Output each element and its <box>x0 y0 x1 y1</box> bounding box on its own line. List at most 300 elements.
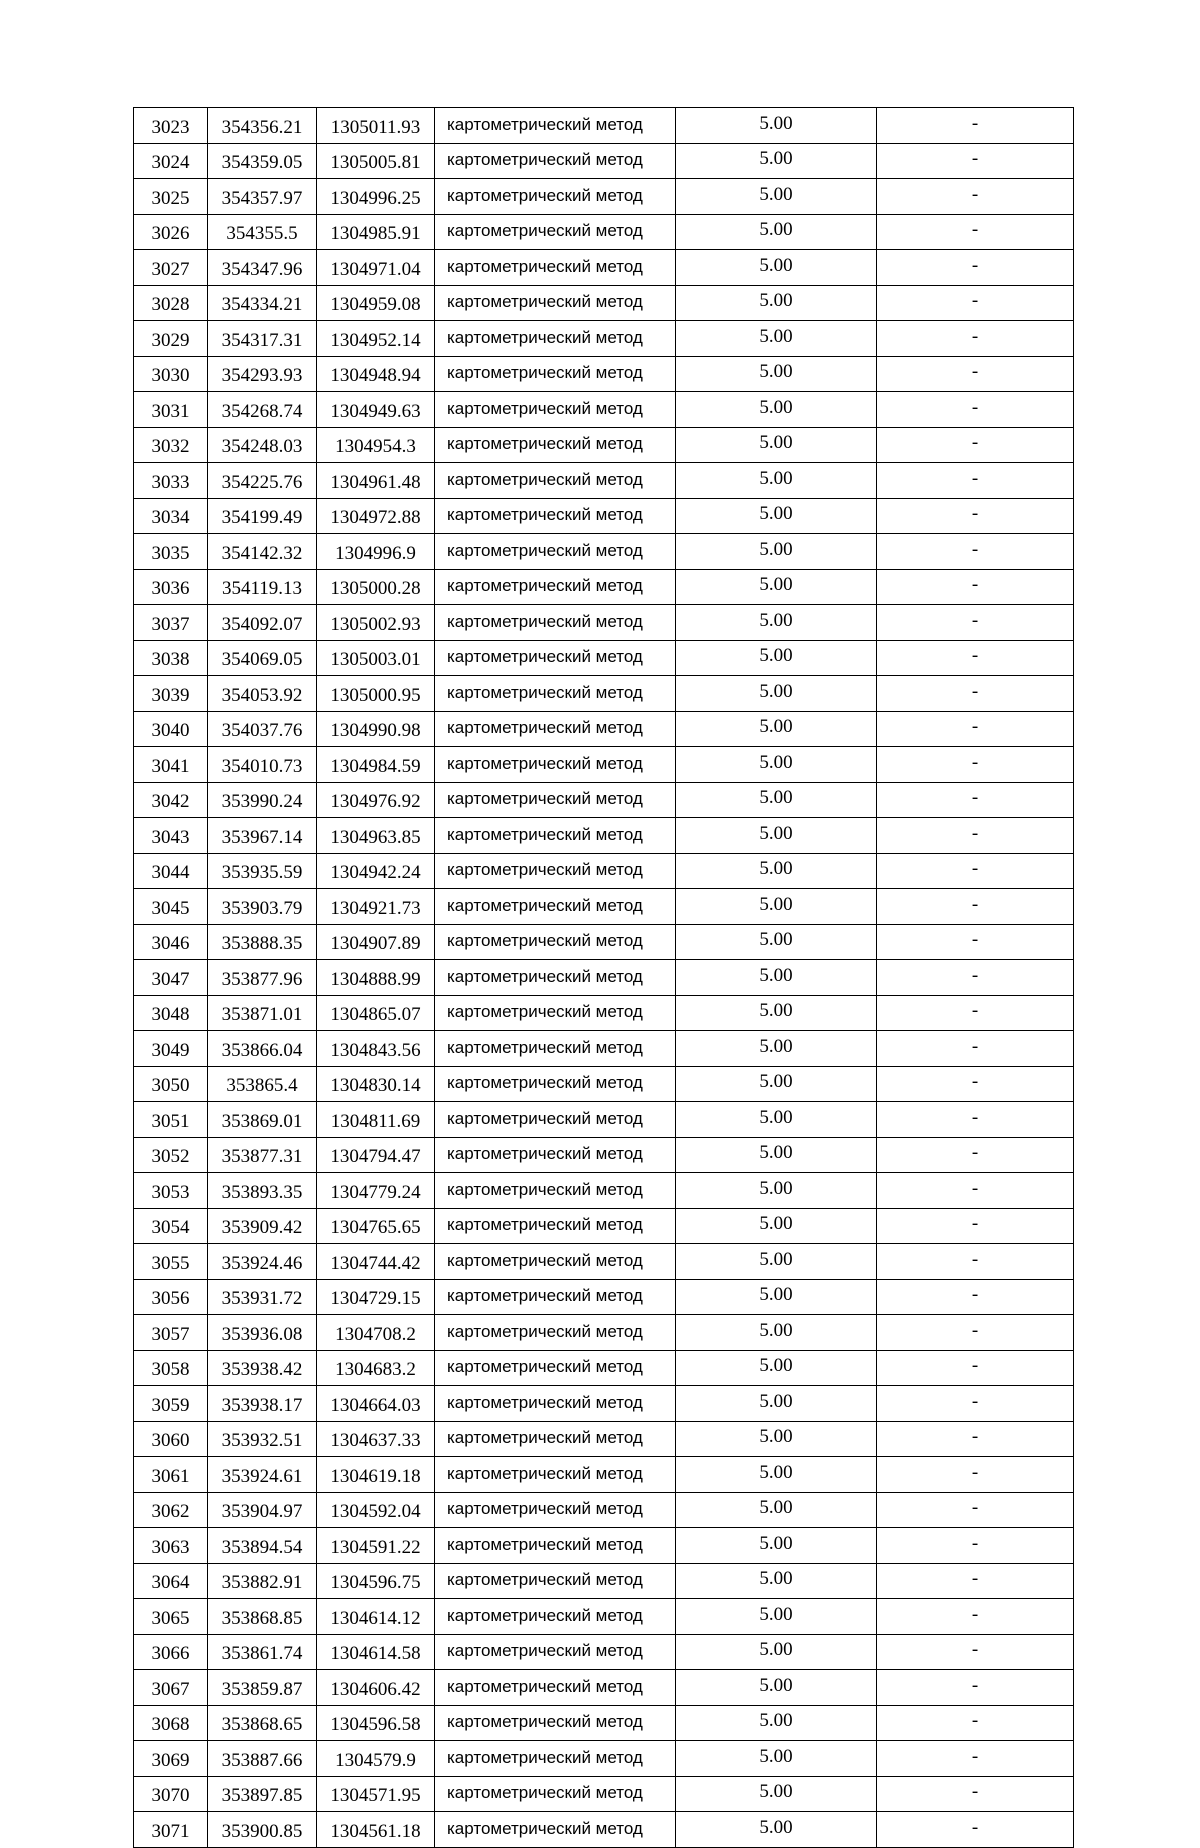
point-number-cell: 3045 <box>134 889 208 925</box>
point-number-cell: 3039 <box>134 676 208 712</box>
y-coordinate-cell: 1304619.18 <box>317 1457 435 1493</box>
accuracy-cell: 5.00 <box>676 1457 877 1493</box>
table-row <box>134 498 1074 534</box>
point-number-cell: 3033 <box>134 463 208 499</box>
x-coordinate-cell: 353868.65 <box>208 1705 317 1741</box>
method-cell: картометрический метод <box>435 1812 676 1848</box>
x-coordinate-cell: 353904.97 <box>208 1492 317 1528</box>
method-cell: картометрический метод <box>435 143 676 179</box>
table-row <box>134 640 1074 676</box>
x-coordinate-cell: 354053.92 <box>208 676 317 712</box>
table-row <box>134 960 1074 996</box>
table-row <box>134 1208 1074 1244</box>
y-coordinate-cell: 1304614.12 <box>317 1599 435 1635</box>
point-number-cell: 3068 <box>134 1705 208 1741</box>
method-cell: картометрический метод <box>435 214 676 250</box>
note-cell: - <box>877 1279 1074 1315</box>
method-cell: картометрический метод <box>435 108 676 144</box>
table-row <box>134 924 1074 960</box>
y-coordinate-cell: 1305002.93 <box>317 605 435 641</box>
y-coordinate-cell: 1304996.9 <box>317 534 435 570</box>
table-row <box>134 1279 1074 1315</box>
method-cell: картометрический метод <box>435 1776 676 1812</box>
accuracy-cell: 5.00 <box>676 534 877 570</box>
x-coordinate-cell: 354069.05 <box>208 640 317 676</box>
accuracy-cell: 5.00 <box>676 214 877 250</box>
point-number-cell: 3059 <box>134 1386 208 1422</box>
note-cell: - <box>877 676 1074 712</box>
y-coordinate-cell: 1304996.25 <box>317 179 435 215</box>
point-number-cell: 3070 <box>134 1776 208 1812</box>
point-number-cell: 3029 <box>134 321 208 357</box>
note-cell: - <box>877 995 1074 1031</box>
y-coordinate-cell: 1304843.56 <box>317 1031 435 1067</box>
accuracy-cell: 5.00 <box>676 1528 877 1564</box>
method-cell: картометрический метод <box>435 534 676 570</box>
point-number-cell: 3052 <box>134 1137 208 1173</box>
y-coordinate-cell: 1304729.15 <box>317 1279 435 1315</box>
x-coordinate-cell: 354010.73 <box>208 747 317 783</box>
x-coordinate-cell: 354142.32 <box>208 534 317 570</box>
note-cell: - <box>877 143 1074 179</box>
method-cell: картометрический метод <box>435 1244 676 1280</box>
method-cell: картометрический метод <box>435 1670 676 1706</box>
x-coordinate-cell: 353938.17 <box>208 1386 317 1422</box>
note-cell: - <box>877 1244 1074 1280</box>
method-cell: картометрический метод <box>435 960 676 996</box>
y-coordinate-cell: 1305000.95 <box>317 676 435 712</box>
method-cell: картометрический метод <box>435 1457 676 1493</box>
x-coordinate-cell: 353931.72 <box>208 1279 317 1315</box>
x-coordinate-cell: 353877.31 <box>208 1137 317 1173</box>
point-number-cell: 3023 <box>134 108 208 144</box>
note-cell: - <box>877 179 1074 215</box>
table-row <box>134 285 1074 321</box>
method-cell: картометрический метод <box>435 1031 676 1067</box>
note-cell: - <box>877 1563 1074 1599</box>
accuracy-cell: 5.00 <box>676 1066 877 1102</box>
accuracy-cell: 5.00 <box>676 1599 877 1635</box>
x-coordinate-cell: 353882.91 <box>208 1563 317 1599</box>
table-row <box>134 214 1074 250</box>
point-number-cell: 3071 <box>134 1812 208 1848</box>
table-row <box>134 356 1074 392</box>
note-cell: - <box>877 747 1074 783</box>
point-number-cell: 3047 <box>134 960 208 996</box>
method-cell: картометрический метод <box>435 1066 676 1102</box>
table-row <box>134 1137 1074 1173</box>
x-coordinate-cell: 353924.46 <box>208 1244 317 1280</box>
table-body <box>134 108 1074 1848</box>
method-cell: картометрический метод <box>435 782 676 818</box>
method-cell: картометрический метод <box>435 1421 676 1457</box>
accuracy-cell: 5.00 <box>676 676 877 712</box>
y-coordinate-cell: 1304948.94 <box>317 356 435 392</box>
y-coordinate-cell: 1304865.07 <box>317 995 435 1031</box>
y-coordinate-cell: 1304561.18 <box>317 1812 435 1848</box>
method-cell: картометрический метод <box>435 356 676 392</box>
x-coordinate-cell: 353897.85 <box>208 1776 317 1812</box>
method-cell: картометрический метод <box>435 1386 676 1422</box>
method-cell: картометрический метод <box>435 1279 676 1315</box>
point-number-cell: 3063 <box>134 1528 208 1564</box>
x-coordinate-cell: 353861.74 <box>208 1634 317 1670</box>
accuracy-cell: 5.00 <box>676 853 877 889</box>
method-cell: картометрический метод <box>435 1563 676 1599</box>
table-row <box>134 1705 1074 1741</box>
y-coordinate-cell: 1304811.69 <box>317 1102 435 1138</box>
x-coordinate-cell: 354037.76 <box>208 711 317 747</box>
accuracy-cell: 5.00 <box>676 1173 877 1209</box>
note-cell: - <box>877 1670 1074 1706</box>
table-row <box>134 1031 1074 1067</box>
accuracy-cell: 5.00 <box>676 427 877 463</box>
point-number-cell: 3027 <box>134 250 208 286</box>
accuracy-cell: 5.00 <box>676 1208 877 1244</box>
y-coordinate-cell: 1304984.59 <box>317 747 435 783</box>
x-coordinate-cell: 353893.35 <box>208 1173 317 1209</box>
accuracy-cell: 5.00 <box>676 1670 877 1706</box>
accuracy-cell: 5.00 <box>676 1350 877 1386</box>
note-cell: - <box>877 1634 1074 1670</box>
table-row <box>134 818 1074 854</box>
note-cell: - <box>877 569 1074 605</box>
x-coordinate-cell: 353936.08 <box>208 1315 317 1351</box>
table-row <box>134 1457 1074 1493</box>
note-cell: - <box>877 924 1074 960</box>
y-coordinate-cell: 1305003.01 <box>317 640 435 676</box>
point-number-cell: 3042 <box>134 782 208 818</box>
table-row <box>134 1670 1074 1706</box>
accuracy-cell: 5.00 <box>676 250 877 286</box>
x-coordinate-cell: 353859.87 <box>208 1670 317 1706</box>
accuracy-cell: 5.00 <box>676 1031 877 1067</box>
x-coordinate-cell: 354356.21 <box>208 108 317 144</box>
x-coordinate-cell: 353894.54 <box>208 1528 317 1564</box>
table-row <box>134 534 1074 570</box>
point-number-cell: 3030 <box>134 356 208 392</box>
note-cell: - <box>877 640 1074 676</box>
table-row <box>134 1421 1074 1457</box>
accuracy-cell: 5.00 <box>676 1741 877 1777</box>
note-cell: - <box>877 1421 1074 1457</box>
method-cell: картометрический метод <box>435 1528 676 1564</box>
method-cell: картометрический метод <box>435 1350 676 1386</box>
x-coordinate-cell: 353869.01 <box>208 1102 317 1138</box>
accuracy-cell: 5.00 <box>676 143 877 179</box>
note-cell: - <box>877 711 1074 747</box>
point-number-cell: 3038 <box>134 640 208 676</box>
method-cell: картометрический метод <box>435 1173 676 1209</box>
accuracy-cell: 5.00 <box>676 1102 877 1138</box>
note-cell: - <box>877 250 1074 286</box>
note-cell: - <box>877 463 1074 499</box>
x-coordinate-cell: 354199.49 <box>208 498 317 534</box>
point-number-cell: 3061 <box>134 1457 208 1493</box>
point-number-cell: 3024 <box>134 143 208 179</box>
x-coordinate-cell: 353932.51 <box>208 1421 317 1457</box>
y-coordinate-cell: 1304579.9 <box>317 1741 435 1777</box>
accuracy-cell: 5.00 <box>676 818 877 854</box>
method-cell: картометрический метод <box>435 1315 676 1351</box>
y-coordinate-cell: 1304614.58 <box>317 1634 435 1670</box>
accuracy-cell: 5.00 <box>676 1421 877 1457</box>
table-row <box>134 995 1074 1031</box>
x-coordinate-cell: 354248.03 <box>208 427 317 463</box>
method-cell: картометрический метод <box>435 711 676 747</box>
y-coordinate-cell: 1304907.89 <box>317 924 435 960</box>
table-row <box>134 1528 1074 1564</box>
point-number-cell: 3034 <box>134 498 208 534</box>
coordinates-table <box>133 107 1074 1848</box>
method-cell: картометрический метод <box>435 1137 676 1173</box>
table-row <box>134 321 1074 357</box>
accuracy-cell: 5.00 <box>676 711 877 747</box>
point-number-cell: 3056 <box>134 1279 208 1315</box>
method-cell: картометрический метод <box>435 1741 676 1777</box>
accuracy-cell: 5.00 <box>676 747 877 783</box>
x-coordinate-cell: 353877.96 <box>208 960 317 996</box>
note-cell: - <box>877 818 1074 854</box>
y-coordinate-cell: 1304952.14 <box>317 321 435 357</box>
table-row <box>134 889 1074 925</box>
x-coordinate-cell: 354317.31 <box>208 321 317 357</box>
note-cell: - <box>877 960 1074 996</box>
accuracy-cell: 5.00 <box>676 1137 877 1173</box>
point-number-cell: 3051 <box>134 1102 208 1138</box>
point-number-cell: 3050 <box>134 1066 208 1102</box>
point-number-cell: 3064 <box>134 1563 208 1599</box>
x-coordinate-cell: 353871.01 <box>208 995 317 1031</box>
y-coordinate-cell: 1304830.14 <box>317 1066 435 1102</box>
y-coordinate-cell: 1304664.03 <box>317 1386 435 1422</box>
method-cell: картометрический метод <box>435 321 676 357</box>
point-number-cell: 3028 <box>134 285 208 321</box>
point-number-cell: 3048 <box>134 995 208 1031</box>
note-cell: - <box>877 1137 1074 1173</box>
note-cell: - <box>877 605 1074 641</box>
y-coordinate-cell: 1304779.24 <box>317 1173 435 1209</box>
method-cell: картометрический метод <box>435 285 676 321</box>
accuracy-cell: 5.00 <box>676 356 877 392</box>
accuracy-cell: 5.00 <box>676 924 877 960</box>
note-cell: - <box>877 356 1074 392</box>
note-cell: - <box>877 392 1074 428</box>
accuracy-cell: 5.00 <box>676 321 877 357</box>
y-coordinate-cell: 1304959.08 <box>317 285 435 321</box>
y-coordinate-cell: 1304592.04 <box>317 1492 435 1528</box>
table-row <box>134 463 1074 499</box>
table-row <box>134 1812 1074 1848</box>
note-cell: - <box>877 1528 1074 1564</box>
table-row <box>134 143 1074 179</box>
method-cell: картометрический метод <box>435 853 676 889</box>
point-number-cell: 3043 <box>134 818 208 854</box>
point-number-cell: 3046 <box>134 924 208 960</box>
accuracy-cell: 5.00 <box>676 1705 877 1741</box>
note-cell: - <box>877 1492 1074 1528</box>
y-coordinate-cell: 1304683.2 <box>317 1350 435 1386</box>
accuracy-cell: 5.00 <box>676 889 877 925</box>
accuracy-cell: 5.00 <box>676 995 877 1031</box>
note-cell: - <box>877 1457 1074 1493</box>
y-coordinate-cell: 1304591.22 <box>317 1528 435 1564</box>
point-number-cell: 3065 <box>134 1599 208 1635</box>
method-cell: картометрический метод <box>435 1599 676 1635</box>
y-coordinate-cell: 1304972.88 <box>317 498 435 534</box>
y-coordinate-cell: 1304921.73 <box>317 889 435 925</box>
note-cell: - <box>877 1031 1074 1067</box>
note-cell: - <box>877 1208 1074 1244</box>
note-cell: - <box>877 427 1074 463</box>
table-row <box>134 747 1074 783</box>
method-cell: картометрический метод <box>435 640 676 676</box>
x-coordinate-cell: 353990.24 <box>208 782 317 818</box>
accuracy-cell: 5.00 <box>676 1812 877 1848</box>
method-cell: картометрический метод <box>435 250 676 286</box>
x-coordinate-cell: 354355.5 <box>208 214 317 250</box>
accuracy-cell: 5.00 <box>676 179 877 215</box>
note-cell: - <box>877 853 1074 889</box>
y-coordinate-cell: 1305000.28 <box>317 569 435 605</box>
y-coordinate-cell: 1304571.95 <box>317 1776 435 1812</box>
method-cell: картометрический метод <box>435 1705 676 1741</box>
note-cell: - <box>877 1102 1074 1138</box>
point-number-cell: 3044 <box>134 853 208 889</box>
note-cell: - <box>877 534 1074 570</box>
y-coordinate-cell: 1304596.58 <box>317 1705 435 1741</box>
accuracy-cell: 5.00 <box>676 1776 877 1812</box>
table-row <box>134 427 1074 463</box>
table-row <box>134 1066 1074 1102</box>
point-number-cell: 3031 <box>134 392 208 428</box>
accuracy-cell: 5.00 <box>676 1315 877 1351</box>
point-number-cell: 3036 <box>134 569 208 605</box>
table-row <box>134 1599 1074 1635</box>
note-cell: - <box>877 214 1074 250</box>
y-coordinate-cell: 1304954.3 <box>317 427 435 463</box>
y-coordinate-cell: 1304744.42 <box>317 1244 435 1280</box>
note-cell: - <box>877 1705 1074 1741</box>
x-coordinate-cell: 354268.74 <box>208 392 317 428</box>
x-coordinate-cell: 353909.42 <box>208 1208 317 1244</box>
point-number-cell: 3067 <box>134 1670 208 1706</box>
accuracy-cell: 5.00 <box>676 1563 877 1599</box>
accuracy-cell: 5.00 <box>676 1634 877 1670</box>
x-coordinate-cell: 354119.13 <box>208 569 317 605</box>
point-number-cell: 3054 <box>134 1208 208 1244</box>
accuracy-cell: 5.00 <box>676 960 877 996</box>
point-number-cell: 3055 <box>134 1244 208 1280</box>
y-coordinate-cell: 1304596.75 <box>317 1563 435 1599</box>
method-cell: картометрический метод <box>435 995 676 1031</box>
x-coordinate-cell: 353865.4 <box>208 1066 317 1102</box>
table-row <box>134 1350 1074 1386</box>
y-coordinate-cell: 1304637.33 <box>317 1421 435 1457</box>
y-coordinate-cell: 1304606.42 <box>317 1670 435 1706</box>
accuracy-cell: 5.00 <box>676 108 877 144</box>
note-cell: - <box>877 889 1074 925</box>
x-coordinate-cell: 353888.35 <box>208 924 317 960</box>
point-number-cell: 3053 <box>134 1173 208 1209</box>
point-number-cell: 3041 <box>134 747 208 783</box>
note-cell: - <box>877 1350 1074 1386</box>
method-cell: картометрический метод <box>435 392 676 428</box>
x-coordinate-cell: 353887.66 <box>208 1741 317 1777</box>
y-coordinate-cell: 1304985.91 <box>317 214 435 250</box>
y-coordinate-cell: 1304990.98 <box>317 711 435 747</box>
method-cell: картометрический метод <box>435 889 676 925</box>
table-row <box>134 1102 1074 1138</box>
table-row <box>134 782 1074 818</box>
table-row <box>134 108 1074 144</box>
table-row <box>134 1244 1074 1280</box>
note-cell: - <box>877 1812 1074 1848</box>
x-coordinate-cell: 353866.04 <box>208 1031 317 1067</box>
table-row <box>134 605 1074 641</box>
y-coordinate-cell: 1305005.81 <box>317 143 435 179</box>
accuracy-cell: 5.00 <box>676 1492 877 1528</box>
x-coordinate-cell: 353924.61 <box>208 1457 317 1493</box>
y-coordinate-cell: 1304765.65 <box>317 1208 435 1244</box>
x-coordinate-cell: 354293.93 <box>208 356 317 392</box>
method-cell: картометрический метод <box>435 1634 676 1670</box>
method-cell: картометрический метод <box>435 1492 676 1528</box>
table-row <box>134 711 1074 747</box>
note-cell: - <box>877 1315 1074 1351</box>
table-row <box>134 392 1074 428</box>
point-number-cell: 3025 <box>134 179 208 215</box>
accuracy-cell: 5.00 <box>676 605 877 641</box>
accuracy-cell: 5.00 <box>676 569 877 605</box>
x-coordinate-cell: 353903.79 <box>208 889 317 925</box>
method-cell: картометрический метод <box>435 818 676 854</box>
x-coordinate-cell: 354359.05 <box>208 143 317 179</box>
note-cell: - <box>877 1386 1074 1422</box>
x-coordinate-cell: 353967.14 <box>208 818 317 854</box>
x-coordinate-cell: 354092.07 <box>208 605 317 641</box>
method-cell: картометрический метод <box>435 1208 676 1244</box>
note-cell: - <box>877 1776 1074 1812</box>
accuracy-cell: 5.00 <box>676 392 877 428</box>
x-coordinate-cell: 353900.85 <box>208 1812 317 1848</box>
point-number-cell: 3032 <box>134 427 208 463</box>
method-cell: картометрический метод <box>435 498 676 534</box>
y-coordinate-cell: 1304961.48 <box>317 463 435 499</box>
table-row <box>134 1492 1074 1528</box>
y-coordinate-cell: 1304949.63 <box>317 392 435 428</box>
point-number-cell: 3026 <box>134 214 208 250</box>
accuracy-cell: 5.00 <box>676 1279 877 1315</box>
point-number-cell: 3035 <box>134 534 208 570</box>
accuracy-cell: 5.00 <box>676 498 877 534</box>
note-cell: - <box>877 1173 1074 1209</box>
method-cell: картометрический метод <box>435 463 676 499</box>
note-cell: - <box>877 1599 1074 1635</box>
point-number-cell: 3069 <box>134 1741 208 1777</box>
point-number-cell: 3058 <box>134 1350 208 1386</box>
table-row <box>134 1563 1074 1599</box>
note-cell: - <box>877 498 1074 534</box>
method-cell: картометрический метод <box>435 747 676 783</box>
accuracy-cell: 5.00 <box>676 640 877 676</box>
x-coordinate-cell: 354357.97 <box>208 179 317 215</box>
point-number-cell: 3057 <box>134 1315 208 1351</box>
table-row <box>134 1776 1074 1812</box>
y-coordinate-cell: 1304888.99 <box>317 960 435 996</box>
y-coordinate-cell: 1304708.2 <box>317 1315 435 1351</box>
point-number-cell: 3049 <box>134 1031 208 1067</box>
